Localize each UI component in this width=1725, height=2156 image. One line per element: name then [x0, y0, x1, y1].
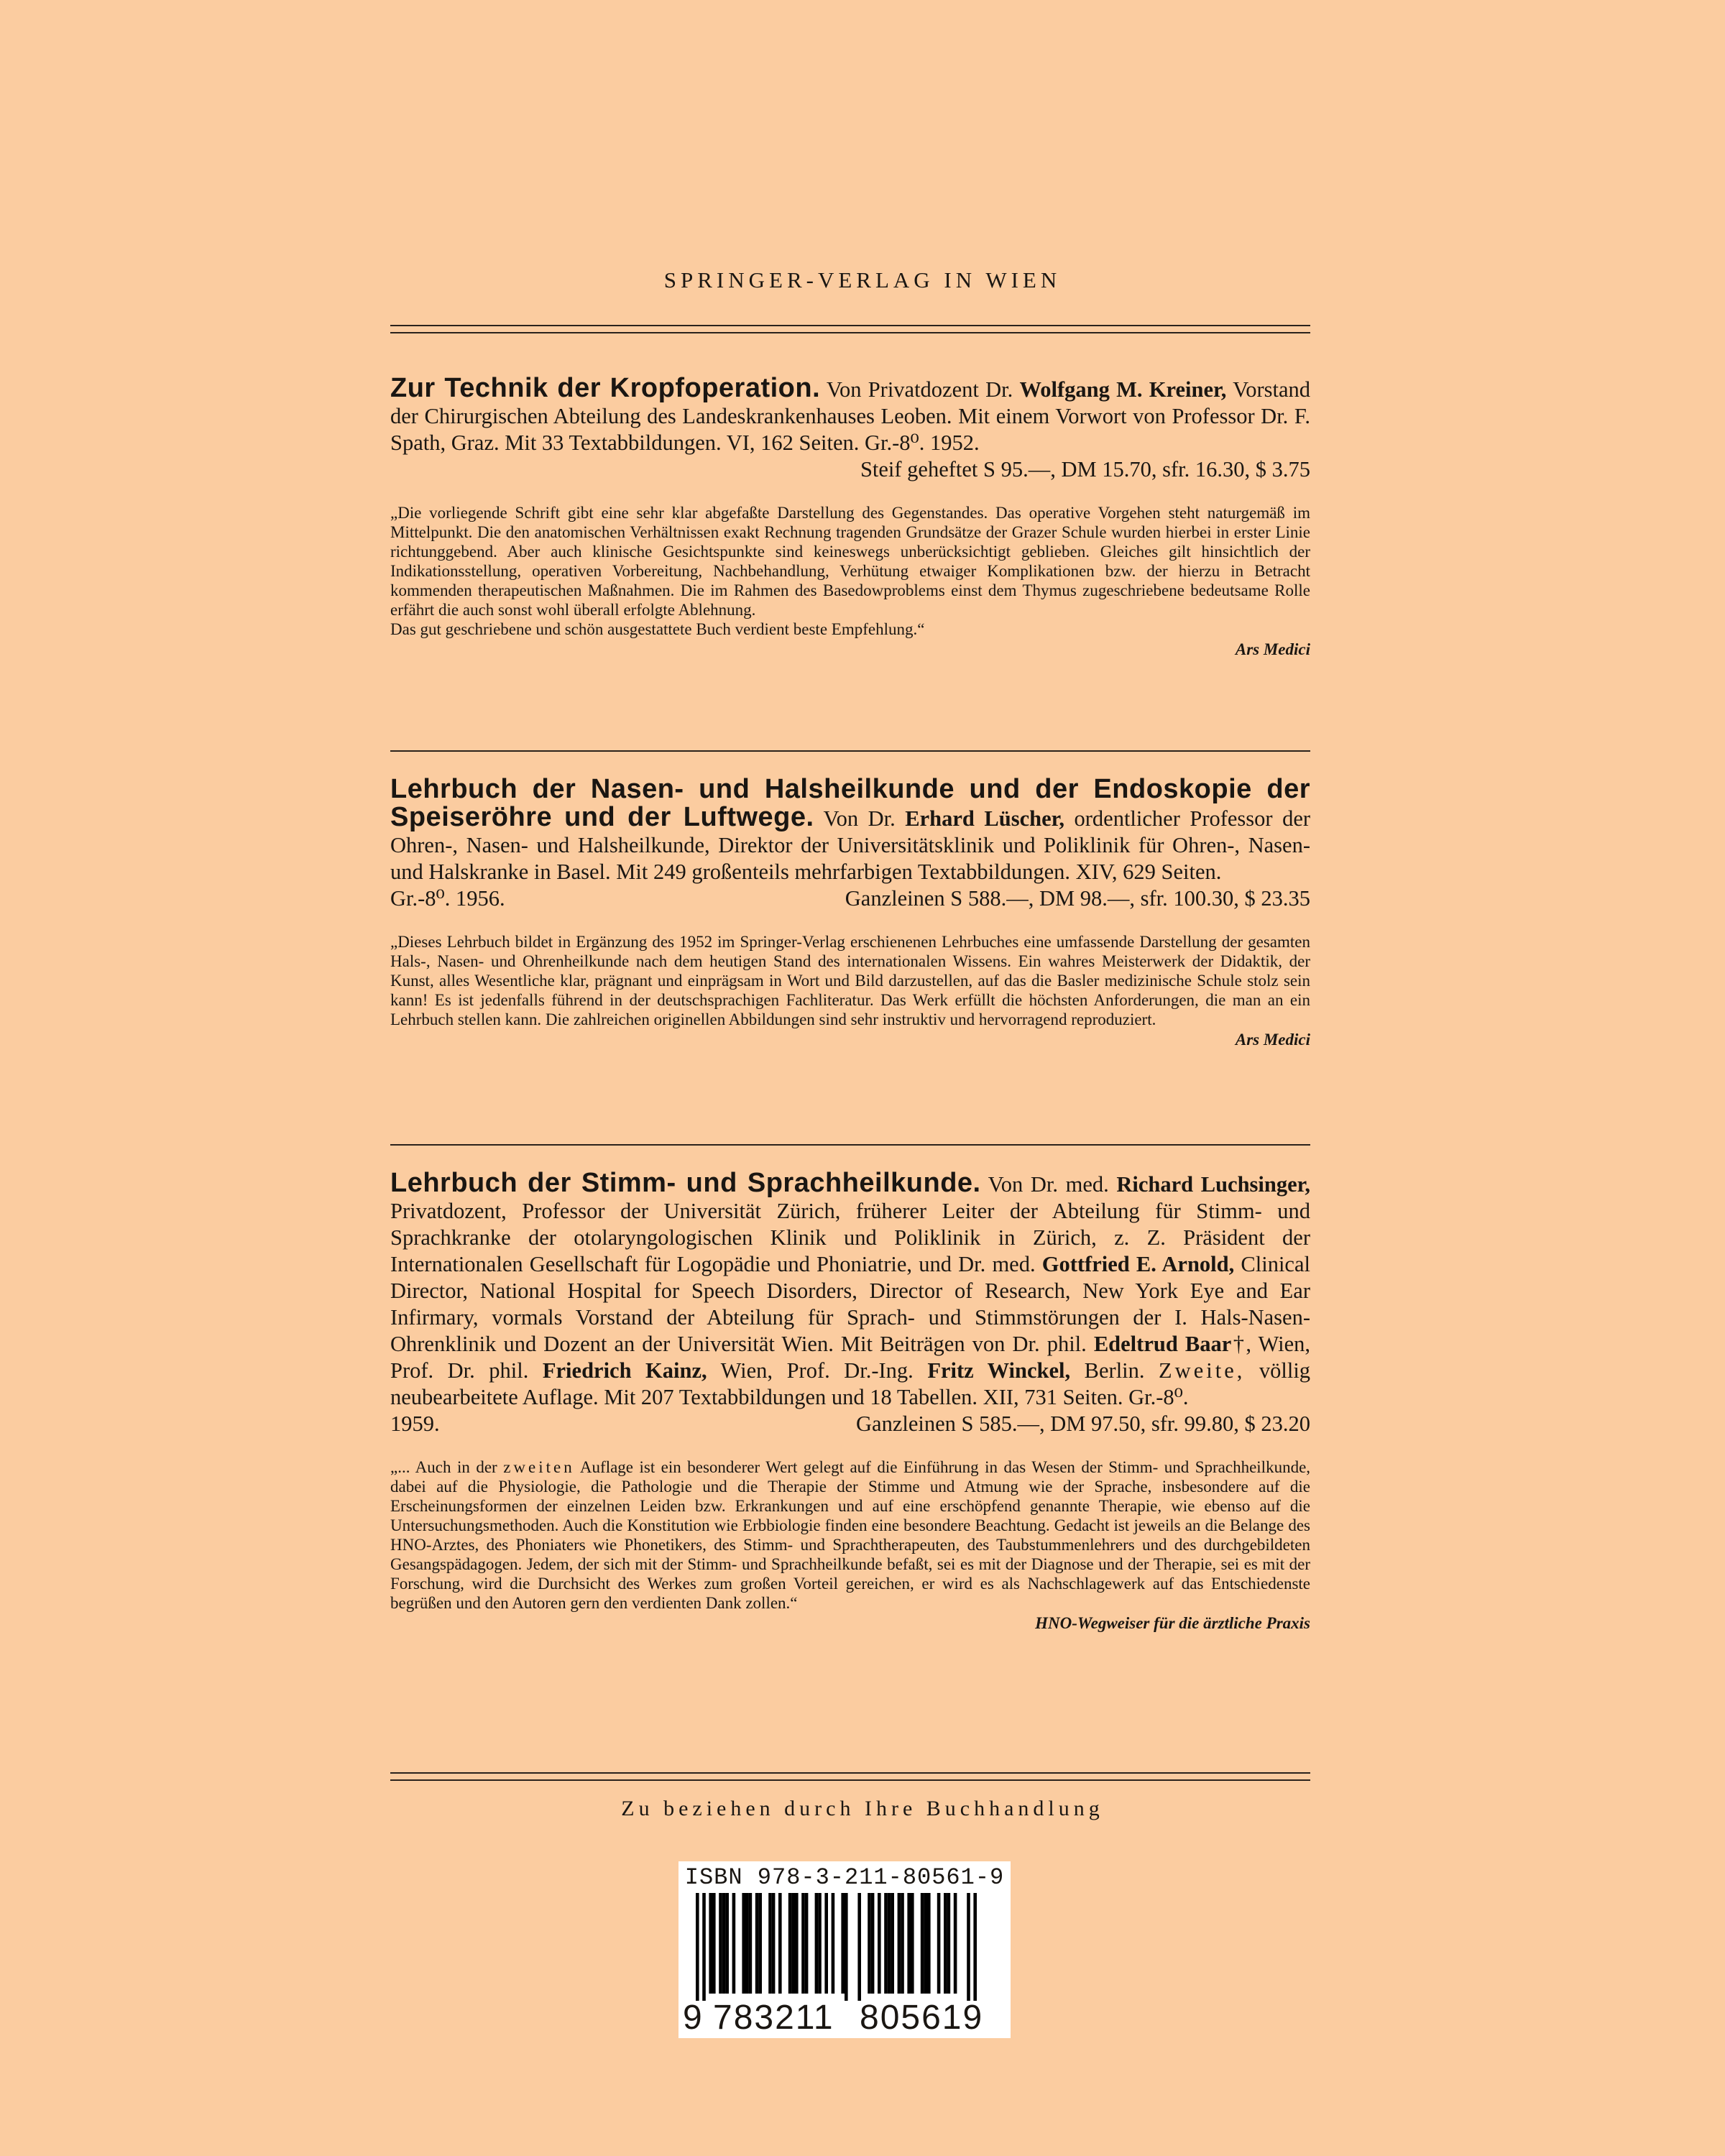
book-details: völlig neubearbeitete Auflage. Mit 207 Textabbildungen und 18 Tabellen. XII, 731 Seiten. Gr.-8⁰.	[390, 1358, 1311, 1409]
barcode-bar	[824, 1893, 828, 1994]
barcode-bar	[891, 1893, 894, 1994]
book-format: Gr.-8⁰. 1956.	[390, 886, 505, 911]
author-name: Gottfried E. Arnold,	[1041, 1252, 1235, 1276]
byline: Von Privatdozent Dr.	[826, 377, 1013, 402]
review-source: Ars Medici	[1235, 1031, 1310, 1049]
book-entry-kropfoperation	[390, 375, 1310, 659]
barcode-bar	[709, 1893, 712, 1994]
entry-divider	[390, 1144, 1310, 1146]
byline: Von Dr.	[823, 806, 896, 831]
barcode-bar	[927, 1893, 931, 1994]
book-description	[390, 375, 1310, 483]
book-details: Clinical Director, National Hospital for Speech Disorders, Director of Research, New York Eye and Ear Infirmary, vormals Vorstand der Abteilung für Sprach- und Stimmstörungen der I. Hals-Nasen-Ohrenklinik und Dozent an der Universität Wien. Mit Beiträgen von Dr. phil.	[390, 1252, 1310, 1356]
barcode-bar	[805, 1893, 809, 1994]
review-opening: „... Auch in der	[390, 1458, 497, 1476]
price-row	[390, 885, 1310, 912]
barcode-bar	[755, 1893, 759, 1994]
book-details: Berlin.	[1084, 1358, 1145, 1383]
barcode-bar	[947, 1893, 951, 1994]
barcode-bar	[907, 1893, 911, 1994]
book-details: ordentlicher Professor der Ohren-, Nasen- und Halsheilkunde, Direktor der Universitätsklinik und Poliklinik für Ohren-, Nasen- und Halskranke in Basel. Mit 249 großenteils mehrfarbigen Textabbildungen. XIV, 629 Seiten.	[390, 806, 1311, 884]
publisher-header: SPRINGER-VERLAG IN WIEN	[663, 267, 1062, 292]
book-format: 1959.	[390, 1411, 440, 1436]
price-line: Ganzleinen S 585.—, DM 97.50, sfr. 99.80, $ 23.20	[856, 1411, 1310, 1436]
barcode-bar	[888, 1893, 891, 1994]
barcode-bar	[772, 1893, 776, 1994]
review-text	[390, 503, 1310, 639]
book-title: Zur Technik der Kropfoperation.	[390, 373, 821, 403]
barcode-bar	[778, 1893, 782, 1994]
barcode-bar	[732, 1893, 736, 1994]
barcode-bar	[841, 1893, 845, 1994]
barcode-bar	[818, 1893, 822, 1994]
barcode-bar	[702, 1893, 706, 2001]
author-name: Friedrich Kainz,	[542, 1358, 707, 1383]
barcode-bar	[973, 1893, 977, 2001]
ean-group-right: 805619	[860, 1999, 984, 2037]
barcode-bar	[884, 1893, 888, 1994]
barcode-bar	[795, 1893, 799, 1994]
barcode-bar	[911, 1893, 914, 1994]
edition-label: Zweite,	[1159, 1358, 1246, 1383]
review-source: Ars Medici	[1235, 640, 1310, 658]
barcode-bar	[742, 1893, 745, 1994]
price-line: Steif geheftet S 95.—, DM 15.70, sfr. 16.30, $ 3.75	[860, 457, 1310, 482]
barcode-bar	[725, 1893, 729, 1994]
barcode-bar	[791, 1893, 795, 1994]
barcode-bars	[687, 1893, 1002, 2001]
barcode-bar	[944, 1893, 947, 1994]
review-body: „Die vorliegende Schrift gibt eine sehr klar abgefaßte Darstellung des Gegenstandes. Das operative Vorgehen steht naturgemäß im Mittelpunkt. Die den anatomischen Verhältnissen exakt Rechnung tragenden Grundsätze der Grazer Schule wurden hierbei in erster Linie richtunggebend. Aber auch klinische Gesichtspunkte sind keineswegs unberücksichtigt geblieben. Gleiches gilt hinsichtlich der Indikationsstellung, operativen Vorbereitung, Nachbehandlung, Verhütung etwaiger Komplikationen bzw. der hierzu in Betracht kommenden therapeutischen Maßnahmen. Die im Rahmen des Basedowproblems einst dem Thymus zugeschriebene bedeutsame Rolle erfährt die auch sonst wohl überall erfolgte Ablehnung.	[390, 504, 1310, 619]
book-details: Wien, Prof. Dr.-Ing.	[720, 1358, 914, 1383]
book-title: Lehrbuch der Nasen- und Halsheilkunde und der Endoskopie der Speiseröhre und der Luftwege.	[390, 774, 1310, 832]
book-title: Lehrbuch der Stimm- und Sprachheilkunde.	[390, 1168, 981, 1198]
author-name: Richard Luchsinger,	[1116, 1172, 1311, 1197]
barcode-bar	[758, 1893, 762, 1994]
order-note: Zu beziehen durch Ihre Buchhandlung	[621, 1797, 1104, 1820]
book-entry-nasen-halsheilkunde	[390, 776, 1310, 1049]
book-details: †, Wien, Prof. Dr. phil.	[390, 1332, 1310, 1383]
author-name: Wolfgang M. Kreiner,	[1019, 377, 1227, 402]
barcode-bar	[719, 1893, 722, 1994]
price-row	[390, 1411, 1310, 1437]
barcode-bar	[722, 1893, 726, 1994]
barcode-bar	[745, 1893, 749, 1994]
entry-divider	[390, 750, 1310, 752]
book-description	[390, 776, 1310, 912]
barcode-bar	[815, 1893, 819, 1994]
review-closing: Das gut geschriebene und schön ausgestattete Buch verdient beste Empfehlung.“	[390, 620, 925, 638]
barcode-bar	[857, 1893, 861, 2001]
barcode-bar	[921, 1893, 924, 1994]
author-name: Edeltrud Baar	[1093, 1332, 1232, 1356]
barcode-bar	[954, 1893, 957, 1994]
barcode-bar	[901, 1893, 904, 1994]
book-details: Vorstand der Chirurgischen Abteilung des Landeskrankenhauses Leoben. Mit einem Vorwort von Professor Dr. F. Spath, Graz. Mit 33 Textabbildungen. VI, 162 Seiten. Gr.-8⁰. 1952.	[390, 377, 1310, 455]
barcode-bar	[871, 1893, 875, 1994]
book-entry-stimm-sprachheilkunde	[390, 1170, 1310, 1633]
barcode-bar	[832, 1893, 835, 1994]
review-emphasis: zweiten	[503, 1458, 575, 1476]
isbn-barcode	[678, 1861, 1011, 2038]
author-name: Erhard Lüscher,	[905, 806, 1064, 831]
review-text: „Dieses Lehrbuch bildet in Ergänzung des 1952 im Springer-Verlag erschienenen Lehrbuches eine umfassende Darstellung der gesamten Hals-, Nasen- und Ohrenheilkunde nach dem heutigen Stand des internationalen Wissens. Ein wahres Meisterwerk der Didaktik, der Kunst, alles Wesentliche klar, prägnant und einprägsam in Wort und Bild darzustellen, auf das die Basler medizinische Schule stolz sein kann! Es ist jedenfalls führend in der deutschsprachigen Fachliteratur. Das Werk erfüllt die höchsten Anforderungen, die man an ein Lehrbuch stellen kann. Die zahlreichen originellen Abbildungen sind sehr instruktiv und hervorragend reproduziert.	[390, 933, 1310, 1028]
isbn-label: ISBN 978-3-211-80561-9	[684, 1864, 1005, 1891]
author-name: Fritz Winckel,	[927, 1358, 1071, 1383]
book-description	[390, 1170, 1310, 1437]
book-details: Privatdozent, Professor der Universität Zürich, früherer Leiter der Abteilung für Stimm- und Sprachkranke der otolaryngologischen Klinik und Poliklinik in Zürich, z. Z. Präsident der Internationalen Gesellschaft für Logopädie und Phoniatrie, und Dr. med.	[390, 1199, 1310, 1276]
header-rule	[390, 325, 1310, 333]
barcode-bar	[788, 1893, 792, 1994]
footer-rule	[390, 1772, 1310, 1781]
ean-first-digit: 9	[683, 1999, 702, 2037]
price-line: Ganzleinen S 588.—, DM 98.—, sfr. 100.30, $ 23.35	[845, 886, 1310, 911]
barcode-bar	[924, 1893, 927, 1994]
barcode-bar	[898, 1893, 901, 1994]
barcode-bar	[845, 1893, 848, 2001]
barcode-bar	[878, 1893, 881, 1994]
barcode-bar	[801, 1893, 805, 1994]
barcode-bar	[696, 1893, 699, 2001]
ean-group-left: 783211	[713, 1999, 834, 2037]
barcode-bar	[868, 1893, 871, 1994]
review-body: Auflage ist ein besonderer Wert gelegt auf die Einführung in das Wesen der Stimm- und Sprachheilkunde, dabei auf die Physiologie, die Pathologie und die Therapie der Stimme und Atmung wie der Sprache, insbesondere auf die Erscheinungsformen der einzelnen Leiden bzw. Erkrankungen und auf eine erschöpfend genannte Therapie, wie ebenso auf die Untersuchungsmethoden. Auch die Konstitution wie Erbbiologie finden eine besondere Beachtung. Gedacht ist jeweils an die Belange des HNO-Arztes, des Phoniaters wie Phonetikers, des Stimm- und Sprachtherapeuten, des Taubstummenlehrers und des durchgebildeten Gesangspädagogen. Jedem, der sich mit der Stimm- und Sprachheilkunde befaßt, sei es mit der Diagnose und der Therapie, sei es mit der Forschung, wird die Durchsicht des Werkes zum großen Vorteil gereichen, er wird es als Nachschlagewerk auf das Entschiedenste begrüßen und den Autoren gern den verdienten Dank zollen.“	[390, 1458, 1311, 1612]
barcode-bar	[749, 1893, 753, 1994]
review-source: HNO-Wegweiser für die ärztliche Praxis	[1035, 1614, 1310, 1632]
barcode-bar	[712, 1893, 716, 1994]
barcode-bar	[967, 1893, 970, 2001]
barcode-bar	[768, 1893, 772, 1994]
barcode-bar	[937, 1893, 941, 1994]
review-text	[390, 1457, 1310, 1613]
byline: Von Dr. med.	[988, 1172, 1109, 1197]
